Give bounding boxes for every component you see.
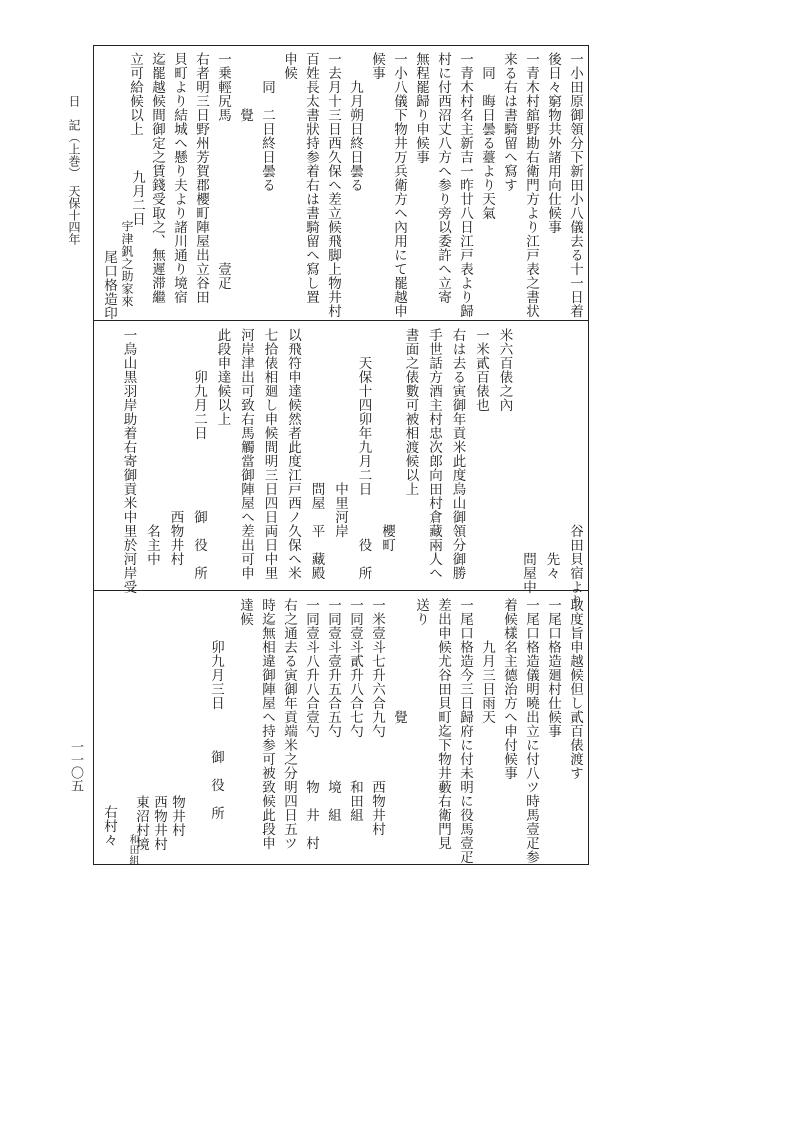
section-divider-1 bbox=[93, 320, 589, 321]
addressee-3-small: 和田組 bbox=[127, 834, 138, 866]
text-line: 中里河岸 bbox=[332, 328, 348, 538]
text-line: 天保十四卯年九月二日 役 所 bbox=[355, 328, 372, 580]
text-line: 一尾口格造儀明曉出立に付八ツ時馬壹疋参 bbox=[523, 598, 539, 864]
text-line: 書面之俵數可被相渡候以上 bbox=[402, 328, 419, 496]
text-line: 一去月十三日西久保へ差立候飛脚上物井村 bbox=[325, 52, 341, 318]
text-line: 一乗輕尻馬 壹疋 bbox=[215, 52, 231, 290]
text-line: 迄罷越候間御定之賃錢受取之、無遲滞繼 bbox=[149, 52, 165, 304]
text-line: 覺 bbox=[237, 52, 253, 122]
text-line: 先々 bbox=[543, 328, 560, 580]
text-line: 櫻町 bbox=[379, 328, 395, 552]
text-line: 一米壹斗七升六合九勺 西物井村 bbox=[369, 598, 385, 836]
text-line: 無程罷歸り申候事 bbox=[413, 52, 429, 164]
text-line: 一同壹斗壹升五合五勺 境 組 bbox=[325, 598, 341, 822]
section-top-date: 九月二日 bbox=[129, 170, 145, 226]
text-line: 差出申候尤谷田貝町迄下物井藪右衛門見 bbox=[435, 598, 451, 850]
text-line: 九月三日雨天 bbox=[479, 598, 495, 724]
addressee-2: 西物井村 bbox=[151, 795, 167, 851]
text-line: 百姓長太書狀持参着右は書騎留へ寫し置 bbox=[303, 52, 319, 304]
text-line: 時迄無相違御陣屋へ持参可被致候此段申 bbox=[259, 598, 275, 850]
text-line: 谷田貝宿より bbox=[567, 328, 583, 608]
text-line: 米六百俵之內 bbox=[496, 328, 513, 412]
text-line: 同 二日終日曇る bbox=[259, 52, 275, 192]
text-line: 一尾口格造今三日歸府に付未明に役馬壹疋 bbox=[457, 598, 473, 864]
text-line: 貝町より結城へ懸り夫より諸川通り境宿 bbox=[171, 52, 187, 304]
page-number: 一一〇五 bbox=[68, 740, 83, 792]
text-line: 一小八儀下物井万兵衛方へ內用にて罷越申 bbox=[391, 52, 407, 318]
text-line: 名主中 bbox=[144, 328, 160, 566]
text-line: 一青木村舘野勘右衛門方より江戸表之書状 bbox=[523, 52, 539, 318]
text-line: 一烏山黒羽岸助着右寄御貢米中里於河岸受 bbox=[120, 328, 137, 594]
text-line: 九月朔日終日曇る bbox=[347, 52, 363, 192]
section-top-name: 尾口格造印 bbox=[101, 250, 117, 320]
addressee-4: 右村々 bbox=[101, 805, 117, 847]
text-line: 立可給候以上 bbox=[127, 52, 143, 136]
text-line: 一小田原御領分下新田小八儀去る十一日着 bbox=[567, 52, 583, 318]
addressee-3: 東沼村境 bbox=[133, 795, 149, 851]
running-title: 日 記（上巻） 天保十四年 bbox=[67, 95, 81, 245]
text-line: 右之通去る寅御年貢端米之分明四日五ツ bbox=[281, 598, 297, 850]
text-line: 西物井村 bbox=[167, 328, 184, 566]
text-line: 取度旨申越候但し貳百俵渡す bbox=[567, 598, 583, 780]
text-line: 来る右は書騎留へ寫す bbox=[501, 52, 517, 192]
text-line: 着候樣名主德治方へ申付候事 bbox=[501, 598, 517, 780]
text-line: 此段申達候以上 bbox=[214, 328, 231, 426]
text-line: 右者明三日野州芳賀郡櫻町陣屋出立谷田 bbox=[193, 52, 209, 304]
text-line: 候事 bbox=[369, 52, 385, 80]
text-line: 村に付西沼丈八方へ参り旁以委許へ立寄 bbox=[435, 52, 451, 304]
text-line: 問屋中 bbox=[520, 328, 536, 594]
text-line: 一同壹斗八升八合壹勺 物 井 村 bbox=[303, 598, 319, 850]
text-line: 以飛符申達候然者此度江戸西ノ久保へ米 bbox=[285, 328, 301, 580]
text-line: 問屋 平 藏殿 bbox=[308, 328, 325, 580]
text-line: 送り bbox=[413, 598, 429, 626]
text-line: 申候 bbox=[281, 52, 297, 80]
section-top-office: 宇津釩之助家來 bbox=[120, 220, 134, 308]
text-line: 一同壹斗貳升八合七勺 和田組 bbox=[347, 598, 363, 822]
text-line: 一米貳百俵也 bbox=[473, 328, 489, 412]
addressee-1: 物井村 bbox=[169, 795, 185, 837]
text-line: 一青木村名主新吉一昨廿八日江戸表より歸 bbox=[457, 52, 473, 318]
text-line: 右は去る寅御年貢米此度烏山御領分御勝 bbox=[449, 328, 466, 580]
text-line: 覺 bbox=[391, 598, 407, 724]
text-line: 河岸津出可致右馬觸當御陣屋へ差出可申 bbox=[238, 328, 254, 580]
section-bottom-office: 御 役 所 bbox=[208, 750, 224, 820]
text-line: 後日々窮物共外諸用向仕候事 bbox=[545, 52, 561, 234]
section-divider-2 bbox=[93, 590, 589, 591]
text-line: 一尾口格造廻村仕候事 bbox=[545, 598, 561, 738]
section-bottom-date: 卯九月三日 bbox=[208, 640, 224, 710]
text-line: 手世話方酒主村忠次郎向田村倉藏兩人へ bbox=[426, 328, 442, 580]
text-line: 達候 bbox=[237, 598, 253, 626]
text-line: 七拾俵相廻し申候間明三日四日両日中里 bbox=[261, 328, 278, 580]
text-line: 卯九月二日 御 役 所 bbox=[191, 328, 207, 580]
text-line: 同 晦日曇る薹より天氣 bbox=[479, 52, 495, 220]
